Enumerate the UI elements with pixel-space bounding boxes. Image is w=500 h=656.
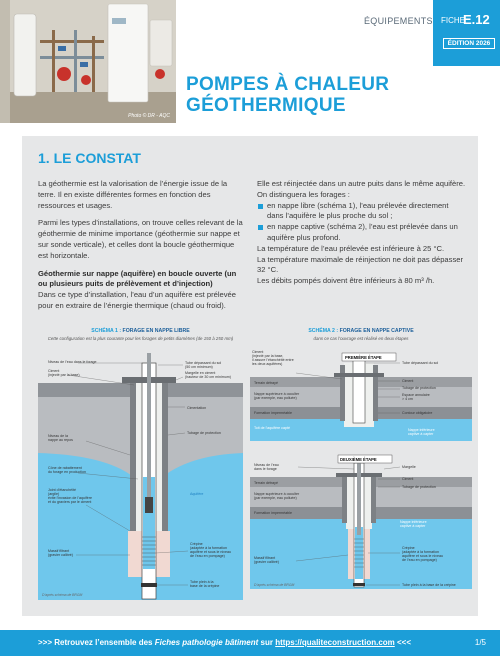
paragraph-nappe: Dans ce type d’installation, l’eau d’un aquifère est prélevée pour en extraire de l’énergie thermique (chaud ou froid).	[38, 290, 236, 310]
d1-label-cone: Cône de rabattement	[48, 466, 82, 470]
right-column	[257, 179, 467, 287]
d1-label-niveau-repos: Niveau de la	[48, 434, 68, 438]
d1-label-joint-2: (argile)	[48, 492, 60, 496]
d1-label-crepine-2: (adaptée à la formation	[190, 546, 227, 550]
d2-step1: PREMIÈRE ÉTAPE	[345, 355, 382, 360]
diagram1-title	[38, 328, 243, 334]
diagram1-subtitle: Cette configuration est la plus courante pour les forages de petits diamètres (de 150 à 250 mm)	[47, 336, 234, 341]
d2-label-nappe-inf-2: captive à capter	[408, 432, 434, 436]
list-item: en nappe libre (schéma 1), l’eau prélevée directement dans l’aquifère le plus proche du sol ;	[257, 201, 467, 223]
d2-label-massif: Massif filtrant	[254, 556, 276, 560]
d2-label-ciment-a3: il assure l’étanchéité entre	[252, 358, 294, 362]
diagram1-title-text: FORAGE EN NAPPE LIBRE	[122, 328, 190, 334]
list-item: en nappe captive (schéma 2), l’eau est prélevée dans un aquifère plus profond.	[257, 222, 467, 244]
page-number: 1/5	[474, 638, 486, 647]
d1-label-tube-depassant-2: (50 cm minimum)	[185, 365, 213, 369]
d1-label-injecte: (injecté par la base)	[48, 373, 80, 377]
title-line-2: GÉOTHERMIQUE	[186, 95, 346, 116]
d2-label-crepine-4: de l’eau en pompage)	[402, 558, 437, 562]
d2-label-toit: Toit de l’aquifère capté	[254, 426, 290, 430]
diagram1-forage-nappe-libre	[38, 345, 243, 600]
diagram2-title	[250, 328, 472, 334]
d1-label-tube-depassant: Tube dépassant du sol	[185, 361, 222, 365]
d1-label-joint-4: et du graviers par le ciment	[48, 500, 92, 504]
d2-label-tube-depassant: Tube dépassant du sol	[402, 361, 439, 365]
d1-label-tubage: Tubage de protection	[187, 431, 221, 435]
d2-label-crepine: Crépine	[402, 546, 415, 550]
d1-label-niveau-repos-2: nappe au repos	[48, 438, 73, 442]
d1-label-joint: Joint d’étanchéité	[48, 488, 76, 492]
d2-label-nappe-sup-b2: (par exemple, eau polluée)	[254, 496, 297, 500]
footer-text	[38, 638, 411, 647]
diagram2-title-prefix: SCHÉMA 2 :	[308, 328, 339, 334]
d1-label-margelle: Margelle en ciment	[185, 371, 216, 375]
d1-label-margelle-2: (hauteur de 30 cm minimum)	[185, 375, 231, 379]
heat-pump-room-illustration	[0, 0, 176, 123]
d1-label-tube-plein-2: base de la crépine	[190, 584, 220, 588]
d2-label-nappe-inf-b: Nappe inférieure	[400, 520, 427, 524]
footer-suffix: <<<	[394, 638, 412, 647]
d2-label-nappe-sup-2: (par exemple, eau polluée)	[254, 396, 297, 400]
d1-source: D’après schéma de BRGM	[42, 593, 83, 597]
category-label: ÉQUIPEMENTS	[364, 16, 433, 26]
fiche-badge	[433, 0, 500, 66]
d2-label-ciment-a: Ciment	[252, 350, 264, 354]
d2-label-niveau-eau: Niveau de l’eau	[254, 463, 279, 467]
d2-label-contour: Contour obligatoire	[402, 411, 433, 415]
d2-source: D’après schéma de BRGM	[254, 583, 295, 587]
d2-label-terrain: Terrain détrayé	[254, 381, 278, 385]
d2-label-nappe-inf: Nappe inférieure	[408, 428, 435, 432]
d2-label-massif-2: (gravier calibré)	[254, 560, 279, 564]
d1-label-tube-plein: Tube plein à la	[190, 580, 214, 584]
footer-link[interactable]: https://qualiteconstruction.com	[275, 638, 395, 647]
d2-label-crepine-2: (adaptée à la formation	[402, 550, 439, 554]
d2-label-formation: Formation imperméable	[254, 411, 292, 415]
d1-label-joint-3: évite l’invasion de l’aquifère	[48, 496, 92, 500]
d2-label-espace-2: > 4 cm	[402, 397, 413, 401]
page-title	[186, 74, 389, 116]
d2-label-nappe-inf-b2: captive à capter	[400, 524, 426, 528]
d1-label-massif: Massif filtrant	[48, 549, 70, 553]
paragraph-temp-reinjection: La température maximale de réinjection ne doit pas dépasser 32 °C.	[257, 254, 463, 275]
d1-label-cimentation: Cimentation	[187, 406, 207, 410]
footer-italic: Fiches pathologie bâtiment	[154, 638, 259, 647]
diagram2-title-text: FORAGE EN NAPPE CAPTIVE	[339, 328, 414, 334]
paragraph-nappe-heading: Géothermie sur nappe (aquifère) en boucle ouverte (un ou plusieurs puits de prélèvement et d’injection)	[38, 268, 237, 289]
paragraph-types: Parmi les types d’installations, on trouve celles relevant de la géothermie de minime importance (géothermie sur nappe et sur sonde verticale), et celles dont la boucle géothermique est horizontale.	[38, 218, 243, 260]
diagram2-subtitle: dans ce cas l’ouvrage est réalisé en deux étapes	[313, 336, 409, 341]
photo-caption: Photo © DR - AQC	[128, 113, 170, 119]
d2-label-nappe-sup: Nappe supérieure à occulter	[254, 392, 300, 396]
d1-label-massif-2: (gravier calibré)	[48, 553, 73, 557]
d2-label-ciment-c: Ciment	[402, 477, 414, 481]
d2-label-ciment-a4: les deux aquifères)	[252, 362, 283, 366]
footer-middle: sur	[258, 638, 276, 647]
edition-badge: ÉDITION 2026	[443, 38, 495, 49]
paragraph-temp-prelevee: La température de l’eau prélevée est inférieure à 25 °C.	[257, 243, 445, 253]
d2-label-niveau-eau-2: dans le forage	[254, 467, 277, 471]
header-photo	[0, 0, 176, 123]
d2-label-formation-2: Formation imperméable	[254, 511, 292, 515]
d2-label-ciment-a2: (injecté par la base,	[252, 354, 284, 358]
paragraph-debits: Les débits pompés doivent être inférieurs à 80 m³ /h.	[257, 276, 435, 286]
fiche-label: FICHE	[441, 16, 465, 25]
d2-label-tubage-prot: Tubage de protection	[402, 386, 436, 390]
d2-label-tubage-prot-2: Tubage de protection	[402, 485, 436, 489]
d1-label-crepine-4: de l’eau en pompage)	[190, 554, 225, 558]
d2-label-ciment-b: Ciment	[402, 379, 414, 383]
d2-label-terrain-2: Terrain détrayé	[254, 481, 278, 485]
fiche-number: E.12	[463, 12, 490, 27]
d1-label-niveau-eau: Niveau de l’eau dans le forage	[48, 360, 97, 364]
d2-label-tube-plein: Tube plein à la base de la crépine	[402, 583, 456, 587]
diagram2-forage-nappe-captive	[250, 343, 472, 600]
diagram1-title-prefix: SCHÉMA 1 :	[91, 328, 122, 334]
d1-label-crepine-3: aquifère et sous le niveau	[190, 550, 231, 554]
d2-label-espace: Espace annulaire	[402, 393, 430, 397]
section-heading: 1. LE CONSTAT	[38, 150, 141, 166]
d2-label-margelle: Margelle	[402, 465, 416, 469]
footer-bar	[0, 630, 500, 656]
d2-step2: DEUXIÈME ÉTAPE	[340, 457, 377, 462]
forage-list	[257, 201, 467, 244]
left-column	[38, 179, 243, 319]
d1-label-cone-2: du forage en production	[48, 470, 86, 474]
d1-label-aquifere: Aquifère	[190, 492, 204, 496]
d1-label-ciment: Ciment	[48, 369, 60, 373]
paragraph-reinjection: Elle est réinjectée dans un autre puits dans le même aquifère. On distinguera les forages :	[257, 179, 466, 199]
d2-label-crepine-3: aquifère et sous le niveau	[402, 554, 443, 558]
d1-label-crepine: Crépine	[190, 542, 203, 546]
title-line-1: POMPES À CHALEUR	[186, 74, 390, 95]
d2-label-nappe-sup-b: Nappe supérieure à occulter	[254, 492, 300, 496]
footer-prefix: >>> Retrouvez l’ensemble des	[38, 638, 155, 647]
paragraph-intro: La géothermie est la valorisation de l’énergie issue de la terre. Il en existe différentes formes en fonction des ressources et usages.	[38, 179, 228, 210]
